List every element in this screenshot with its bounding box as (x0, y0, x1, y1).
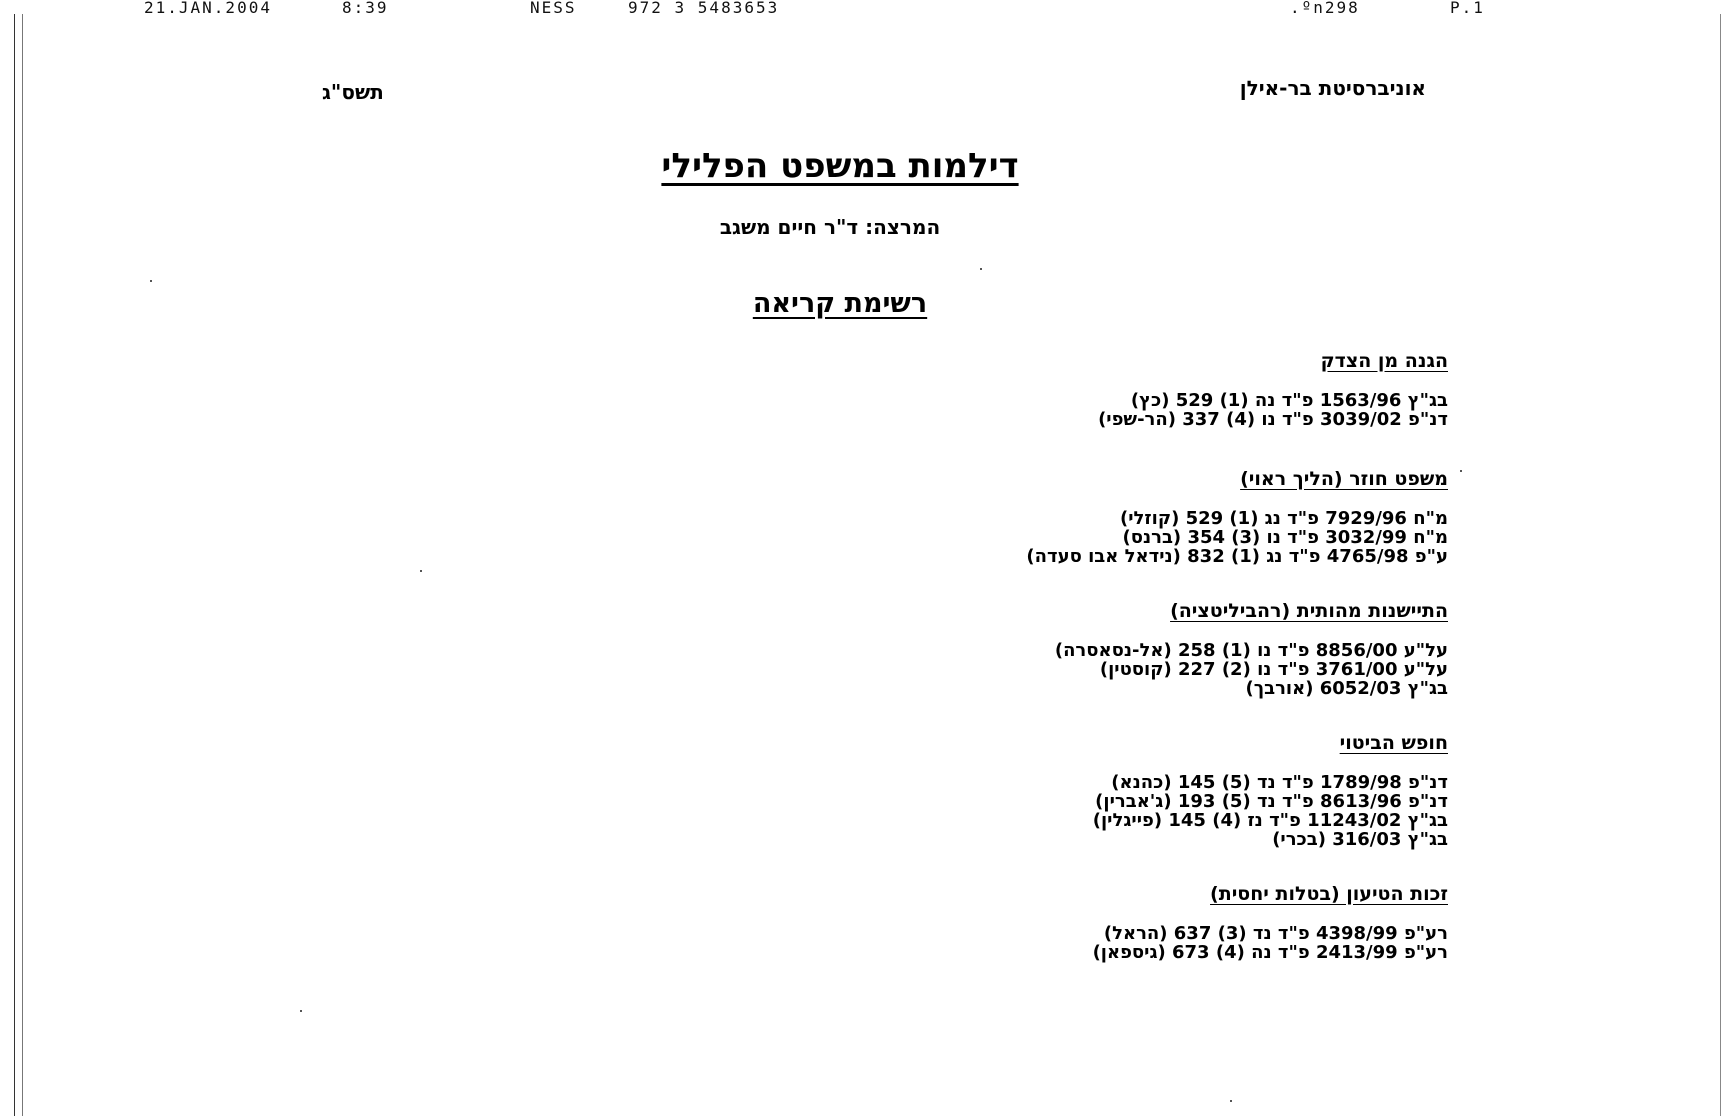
fax-header (0, 0, 1728, 16)
citation: בג"ץ 1563/96 פ"ד נה (1) 529 (כץ) (1130, 390, 1448, 411)
citation: דנ"פ 8613/96 פ"ד נד (5) 193 (ג'אברין) (1095, 791, 1448, 812)
scan-edge-left-inner (22, 14, 23, 1116)
scan-speck (980, 268, 982, 270)
citation: רע"פ 2413/99 פ"ד נה (4) 673 (גיספאן) (1092, 942, 1448, 963)
citation: בג"ץ 316/03 (בכרי) (1272, 829, 1448, 850)
citation: דנ"פ 1789/98 פ"ד נד (5) 145 (כהנא) (1111, 772, 1448, 793)
scan-speck (420, 570, 422, 572)
citation: מ"ח 7929/96 פ"ד נג (1) 529 (קוזלי) (1120, 508, 1448, 529)
section-heading: חופש הביטוי (1339, 732, 1448, 754)
scan-speck (300, 1010, 302, 1012)
section-heading: משפט חוזר (הליך ראוי) (1240, 468, 1448, 490)
fax-page-number: P.1 (1450, 0, 1485, 17)
scan-speck (1460, 470, 1462, 472)
scan-edge-left (14, 14, 15, 1116)
citation: דנ"פ 3039/02 פ"ד נו (4) 337 (הר-שפי) (1098, 409, 1448, 430)
section-right-to-be-heard (1093, 883, 1448, 962)
institution-name: אוניברסיטת בר-אילן (1239, 76, 1426, 100)
scan-edge-right (1720, 14, 1721, 1116)
citation: מ"ח 3032/99 פ"ד נו (3) 354 (ברנס) (1122, 527, 1448, 548)
section-heading: הגנה מן הצדק (1320, 350, 1448, 372)
section-retrial (1026, 468, 1448, 566)
citation: בג"ץ 6052/03 (אורבך) (1245, 678, 1448, 699)
reading-list-title: רשימת קריאה (752, 288, 928, 319)
section-heading: התיישנות מהותית (רהביליטציה) (1170, 600, 1448, 622)
section-rehabilitation (1055, 600, 1448, 698)
citation: על"ע 8856/00 פ"ד נו (1) 258 (אל-נסאסרה) (1054, 640, 1448, 661)
course-title: דילמות במשפט הפלילי (661, 146, 1019, 186)
fax-date: 21.JAN.2004 (144, 0, 272, 17)
citation: רע"פ 4398/99 פ"ד נד (3) 637 (הראל) (1103, 923, 1448, 944)
fax-time: 8:39 (342, 0, 389, 17)
fax-phone: 972 3 5483653 (628, 0, 780, 17)
section-defense-of-justice (1098, 350, 1448, 429)
citation: ע"פ 4765/98 פ"ד נג (1) 832 (נידאל אבו סעדה) (1026, 546, 1448, 567)
lecturer-line: המרצה: ד"ר חיים משגב (719, 215, 941, 239)
scan-speck (1230, 1100, 1232, 1102)
fax-sender: NESS (530, 0, 577, 17)
academic-year: תשס"ג (322, 80, 384, 104)
scan-speck (150, 280, 152, 282)
fax-doc-number: .ºn298 (1290, 0, 1360, 17)
section-freedom-of-expression (1093, 732, 1448, 849)
citation: בג"ץ 11243/02 פ"ד נז (4) 145 (פייגלין) (1092, 810, 1448, 831)
citation: על"ע 3761/00 פ"ד נו (2) 227 (קוסטין) (1099, 659, 1448, 680)
section-heading: זכות הטיעון (בטלות יחסית) (1210, 883, 1448, 905)
